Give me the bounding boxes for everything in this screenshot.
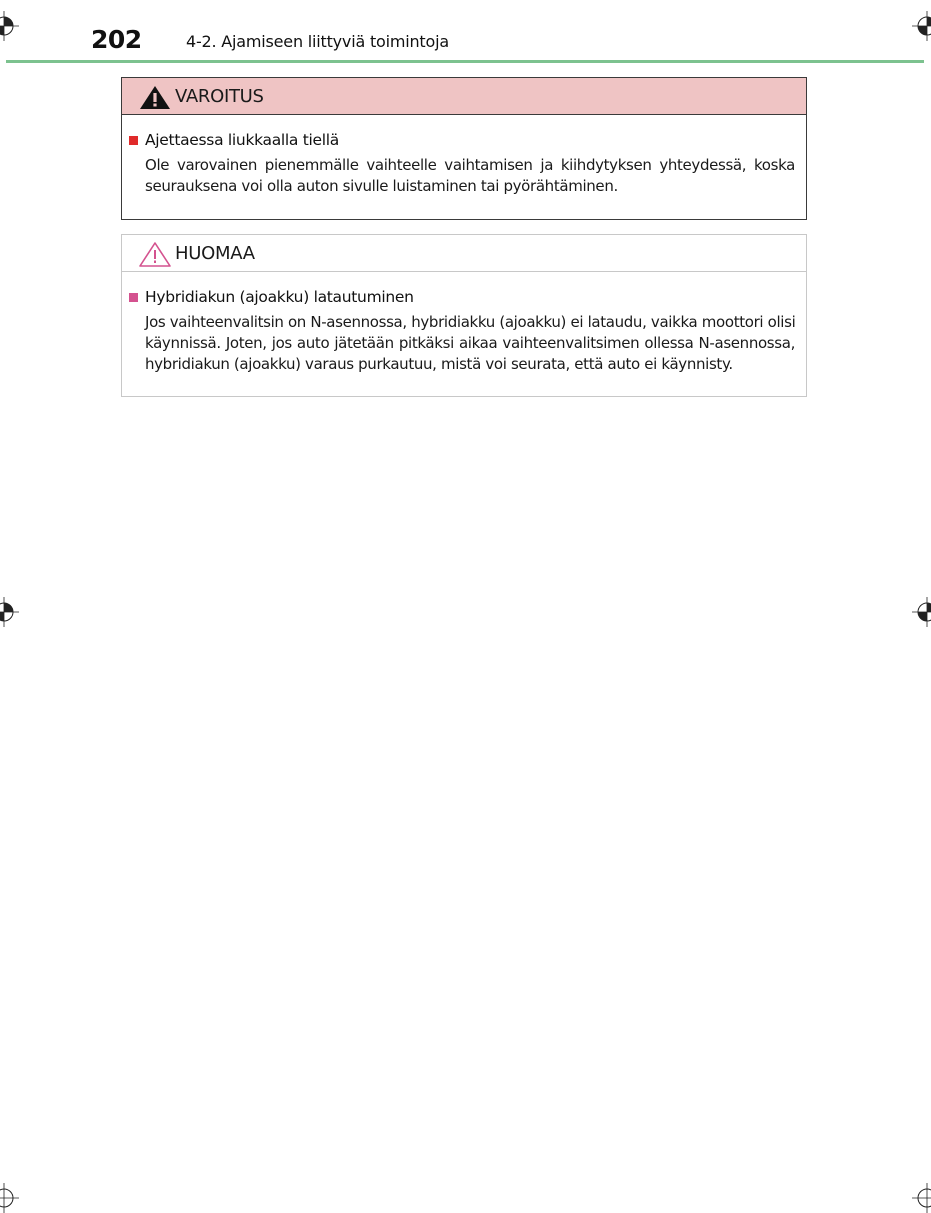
warning-box	[121, 77, 807, 220]
page-number: 202	[91, 25, 142, 54]
page-header	[0, 0, 931, 62]
caution-text-line-3: hybridiakun (ajoakku) varaus purkautuu, mistä voi seurata, että auto ei käynnisty.	[145, 355, 733, 373]
warning-header	[122, 78, 806, 115]
header-divider	[6, 60, 924, 63]
section-title: 4-2. Ajamiseen liittyviä toimintoja	[186, 32, 449, 51]
pink-square-bullet-icon	[129, 293, 138, 302]
red-square-bullet-icon	[129, 136, 138, 145]
registration-mark-bottom-right	[912, 1183, 931, 1213]
warning-item-title	[129, 131, 792, 149]
caution-header	[122, 235, 806, 272]
registration-mark-mid-right	[912, 597, 931, 627]
registration-mark-bottom-left	[0, 1183, 19, 1213]
caution-item-title-text: Hybridiakun (ajoakku) latautuminen	[145, 288, 414, 306]
caution-body	[122, 272, 806, 375]
caution-item-text	[129, 312, 796, 375]
registration-mark-mid-left	[0, 597, 19, 627]
caution-triangle-icon	[138, 240, 172, 268]
warning-text-line-1: Ole varovainen pienemmälle vaihteelle vaihtamisen ja kiihdytyksen yhteydessä, koska	[145, 156, 795, 174]
caution-label: HUOMAA	[175, 243, 255, 264]
warning-text-line-2: seurauksena voi olla auton sivulle luistaminen tai pyörähtäminen.	[145, 177, 618, 195]
warning-triangle-icon	[138, 83, 172, 111]
caution-box	[121, 234, 807, 397]
caution-item-title	[129, 288, 792, 306]
caution-text-line-1: Jos vaihteenvalitsin on N-asennossa, hybridiakku (ajoakku) ei lataudu, vaikka moottori olisi	[145, 313, 796, 331]
warning-label: VAROITUS	[175, 86, 264, 107]
warning-item-text	[129, 155, 795, 197]
warning-item-title-text: Ajettaessa liukkaalla tiellä	[145, 131, 339, 149]
warning-body	[122, 115, 806, 197]
caution-text-line-2: käynnissä. Joten, jos auto jätetään pitkäksi aikaa vaihteenvalitsimen ollessa N-asennossa,	[145, 334, 795, 352]
